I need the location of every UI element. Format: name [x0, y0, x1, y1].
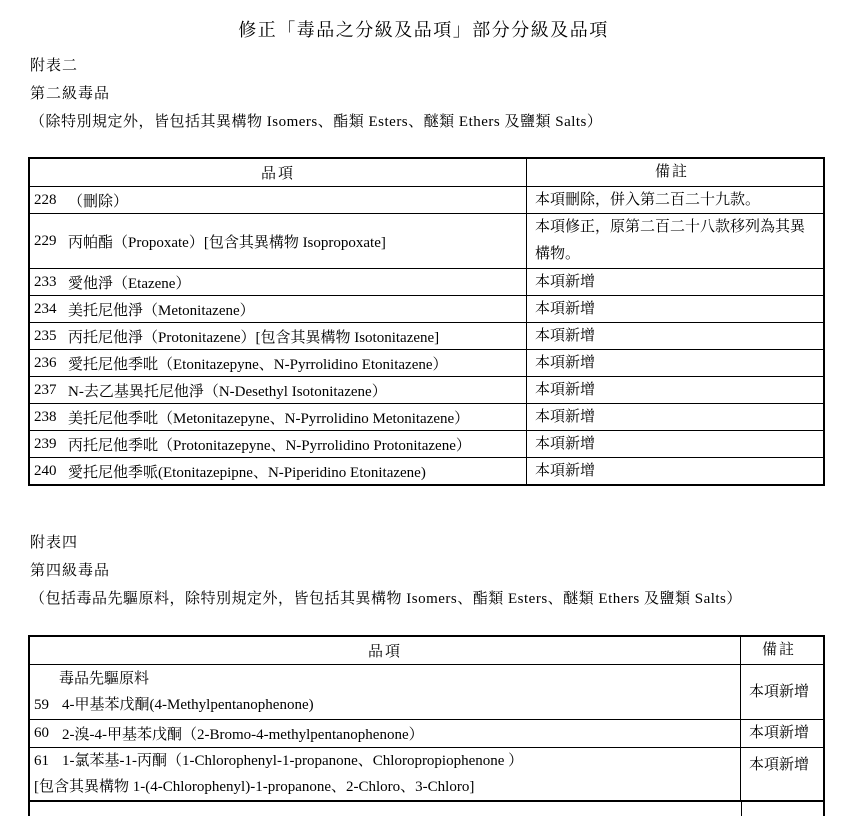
remark-cell: 本項新增 — [535, 462, 596, 479]
item-cell — [30, 404, 527, 430]
appendix2-label: 附表二 — [30, 58, 79, 74]
item-name: 愛他淨（Etazene） — [68, 275, 191, 292]
table-row — [30, 322, 823, 349]
schedule4-scope-note: （包括毒品先驅原料，除特別規定外，皆包括其異構物 Isomers、酯類 Esters、醚類 Ethers 及鹽類 Salts） — [30, 591, 742, 607]
item-number: 236 — [34, 354, 57, 371]
table-row — [30, 213, 823, 268]
item-number: 228 — [34, 191, 57, 208]
remark-cell: 本項新增 — [535, 408, 596, 425]
table-row — [30, 349, 823, 376]
table-header-row — [30, 159, 823, 186]
schedule4-label: 第四級毒品 — [30, 563, 111, 579]
item-number: 235 — [34, 327, 57, 344]
partial-item-cell — [30, 802, 742, 816]
item-cell — [30, 214, 527, 268]
table-row — [30, 664, 823, 719]
table-row — [30, 376, 823, 403]
table-header-row — [30, 637, 823, 664]
table-row — [30, 186, 823, 213]
item-cell — [30, 458, 527, 484]
table-row — [30, 457, 823, 484]
remark-column-header: 備註 — [761, 642, 796, 658]
item-cell — [30, 748, 741, 800]
remark-column-header: 備註 — [654, 164, 689, 180]
category-label: 毒品先驅原料 — [59, 671, 150, 687]
table-row — [30, 295, 823, 322]
item-cell — [30, 323, 527, 349]
item-name: 丙托尼他淨（Protonitazene）[包含其異構物 Isotonitazene] — [68, 329, 440, 346]
item-number: 239 — [34, 435, 57, 452]
item-number: 233 — [34, 273, 57, 290]
item-number: 61 — [34, 753, 49, 769]
remark-cell: 本項修正，原第二百二十八款移列為其異構物。 — [535, 219, 806, 262]
item-name: 丙帕酯（Propoxate）[包含其異構物 Isopropoxate] — [68, 234, 386, 251]
table-row — [30, 747, 823, 800]
schedule2-table — [28, 157, 825, 486]
table-row — [30, 268, 823, 295]
item-cell — [30, 720, 741, 747]
remark-cell: 本項刪除，併入第二百二十九款。 — [535, 191, 761, 208]
item-number: 234 — [34, 300, 57, 317]
item-number: 238 — [34, 408, 57, 425]
item-number: 59 — [34, 697, 49, 713]
remark-cell: 本項新增 — [535, 435, 596, 452]
item-name: （刪除） — [68, 193, 129, 210]
document-title: 修正「毒品之分級及品項」部分分級及品項 — [238, 20, 609, 40]
item-name: 愛托尼他季哌(Etonitazepipne、N-Piperidino Etonitazene) — [68, 464, 426, 481]
item-cell — [30, 377, 527, 403]
item-name: 美托尼他淨（Metonitazene） — [68, 302, 255, 319]
item-name: 美托尼他季吡（Metonitazepyne、N-Pyrrolidino Metonitazene） — [68, 410, 470, 427]
item-column-header: 品項 — [30, 637, 741, 664]
item-number: 237 — [34, 381, 57, 398]
schedule2-scope-note: （除特別規定外，皆包括其異構物 Isomers、酯類 Esters、醚類 Ethers 及鹽類 Salts） — [30, 114, 603, 130]
item-cell — [30, 187, 527, 213]
table-row — [30, 403, 823, 430]
item-column-header: 品項 — [30, 159, 527, 186]
remark-cell: 本項新增 — [535, 381, 596, 398]
item-cell — [30, 269, 527, 295]
table-row — [30, 430, 823, 457]
item-cell — [30, 665, 741, 719]
item-isomer-note: [包含其異構物 1-(4-Chlorophenyl)-1-propanone、2-Chloro、3-Chloro] — [34, 779, 475, 795]
item-number: 60 — [34, 725, 49, 741]
schedule2-label: 第二級毒品 — [30, 86, 111, 102]
remark-cell: 本項新增 — [535, 354, 596, 371]
item-name: 1-氯苯基-1-丙酮（1-Chlorophenyl-1-propanone、Chloropropiophenone ） — [62, 753, 524, 769]
item-name: 4-甲基苯戊酮(4-Methylpentanophenone) — [62, 697, 314, 713]
remark-cell: 本項新增 — [749, 757, 810, 773]
table-partial-row — [30, 800, 823, 816]
item-number: 229 — [34, 232, 57, 249]
item-cell — [30, 431, 527, 457]
remark-cell: 本項新增 — [535, 327, 596, 344]
remark-cell: 本項新增 — [535, 273, 596, 290]
item-cell — [30, 350, 527, 376]
remark-cell: 本項新增 — [749, 725, 810, 741]
item-number: 240 — [34, 462, 57, 479]
schedule4-table — [28, 635, 825, 816]
remark-cell: 本項新增 — [749, 683, 810, 700]
appendix4-label: 附表四 — [30, 535, 79, 551]
table-row — [30, 719, 823, 747]
item-name: 愛托尼他季吡（Etonitazepyne、N-Pyrrolidino Etonitazene） — [68, 356, 448, 373]
remark-cell: 本項新增 — [535, 300, 596, 317]
partial-remark-cell — [742, 802, 823, 816]
item-name: 丙托尼他季吡（Protonitazepyne、N-Pyrrolidino Protonitazene） — [68, 437, 471, 454]
item-cell — [30, 296, 527, 322]
item-name: N-去乙基異托尼他淨（N-Desethyl Isotonitazene） — [68, 383, 387, 400]
item-name: 2-溴-4-甲基苯戊酮（2-Bromo-4-methylpentanophenone） — [62, 727, 424, 743]
